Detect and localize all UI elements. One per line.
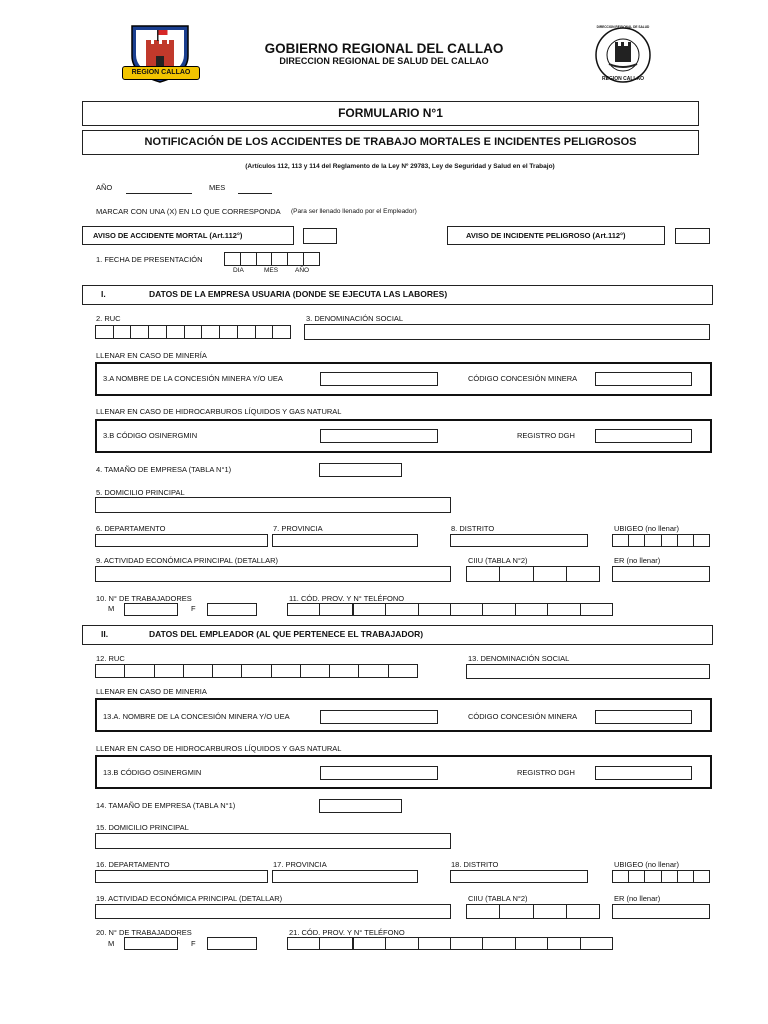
s1-ruc-cells[interactable] [95, 325, 291, 339]
s1-distrito-label: 8. DISTRITO [451, 524, 495, 533]
s1-distrito-field[interactable] [450, 534, 588, 547]
s1-provincia-field[interactable] [272, 534, 418, 547]
aviso-peligroso-label: AVISO DE INCIDENTE PELIGROSO (Art.112°) [466, 231, 626, 240]
s2-provincia-field[interactable] [272, 870, 418, 883]
s2-er-field[interactable] [612, 904, 710, 919]
s1-trabajadores-label: 10. N° DE TRABAJADORES [96, 594, 192, 603]
mark-note: (Para ser llenado llenado por el Empleador) [291, 208, 417, 215]
seal-bottom-text: REGION CALLAO [602, 76, 644, 82]
s1-ciiu-cells[interactable] [466, 566, 600, 582]
s2-domicilio-field[interactable] [95, 833, 451, 849]
aviso-peligroso-box [447, 226, 665, 245]
s1-m-field[interactable] [124, 603, 178, 616]
s1-ruc-label: 2. RUC [96, 314, 121, 323]
s1-departamento-label: 6. DEPARTAMENTO [96, 524, 166, 533]
fecha-cells[interactable] [224, 252, 320, 266]
s1-provincia-label: 7. PROVINCIA [273, 524, 323, 533]
s1-actividad-field[interactable] [95, 566, 451, 582]
form-title [82, 130, 699, 155]
section-2-header [82, 625, 713, 645]
s1-telefono-label: 11. CÓD. PROV. Y N° TELÉFONO [289, 594, 405, 603]
month-label: MES [209, 183, 226, 192]
month-field[interactable] [238, 193, 272, 194]
s1-tamano-field[interactable] [319, 463, 402, 477]
s2-actividad-field[interactable] [95, 904, 451, 919]
fecha-dia: DIA [233, 267, 244, 274]
s1-concesion-field[interactable] [320, 372, 438, 386]
s2-osinergmin-field[interactable] [320, 766, 438, 780]
s1-mineria-box [95, 362, 712, 396]
s1-hidro-label: LLENAR EN CASO DE HIDROCARBUROS LÍQUIDOS Y GAS NATURAL [96, 407, 342, 416]
s2-ruc-label: 12. RUC [96, 654, 125, 663]
s1-tamano-label: 4. TAMAÑO DE EMPRESA (TABLA N°1) [96, 465, 232, 474]
s1-mineria-label: LLENAR EN CASO DE MINERÍA [96, 351, 207, 360]
fecha-label: 1. FECHA DE PRESENTACIÓN [96, 255, 203, 264]
header-title: GOBIERNO REGIONAL DEL CALLAO [264, 41, 504, 56]
s2-codigo-concesion-field[interactable] [595, 710, 692, 724]
s2-ubigeo-label: UBIGEO (no llenar) [614, 860, 680, 869]
s2-hidro-box [95, 755, 712, 789]
aviso-mortal-checkbox[interactable] [303, 228, 337, 244]
s2-telefono-label: 21. CÓD. PROV. Y N° TELÉFONO [289, 928, 405, 937]
year-label: AÑO [96, 183, 113, 192]
s2-m-label: M [108, 939, 115, 948]
section-2-number: II. [101, 629, 109, 639]
s2-distrito-field[interactable] [450, 870, 588, 883]
s1-domicilio-field[interactable] [95, 497, 451, 513]
form-title-text: NOTIFICACIÓN DE LOS ACCIDENTES DE TRABAJO MORTALES E INCIDENTES PELIGROSOS [144, 136, 637, 148]
s2-registro-label: REGISTRO DGH [517, 768, 575, 777]
s1-osinergmin-field[interactable] [320, 429, 438, 443]
fecha-anio: AÑO [295, 267, 310, 274]
header-subtitle: DIRECCION REGIONAL DE SALUD DEL CALLAO [279, 56, 489, 66]
section-1-number: I. [101, 289, 106, 299]
s2-provincia-label: 17. PROVINCIA [273, 860, 327, 869]
s2-denominacion-label: 13. DENOMINACIÓN SOCIAL [468, 654, 570, 663]
s1-f-label: F [191, 604, 196, 613]
s2-registro-field[interactable] [595, 766, 692, 780]
form-number-text: FORMULARIO N°1 [338, 106, 443, 120]
s1-ciiu-label: CIIU (TABLA N°2) [468, 556, 528, 565]
s1-actividad-label: 9. ACTIVIDAD ECONÓMICA PRINCIPAL (DETALLAR) [96, 556, 278, 565]
mark-label: MARCAR CON UNA (X) EN LO QUE CORRESPONDA [96, 207, 281, 216]
s2-tamano-field[interactable] [319, 799, 402, 813]
s1-denominacion-label: 3. DENOMINACIÓN SOCIAL [306, 314, 404, 323]
s2-departamento-field[interactable] [95, 870, 268, 883]
section-2-title: DATOS DEL EMPLEADOR (AL QUE PERTENECE EL TRABAJADOR) [149, 629, 424, 639]
s1-m-label: M [108, 604, 115, 613]
legal-note: (Artículos 112, 113 y 114 del Reglamento de la Ley Nº 29783, Ley de Seguridad y Salud en el Trabajo) [245, 163, 555, 170]
s2-concesion-field[interactable] [320, 710, 438, 724]
s2-mineria-box [95, 698, 712, 732]
s2-mineria-label: LLENAR EN CASO DE MINERIA [96, 687, 207, 696]
s1-ubigeo-label: UBIGEO (no llenar) [614, 524, 680, 533]
s1-f-field[interactable] [207, 603, 257, 616]
s2-osinergmin-label: 13.B CÓDIGO OSINERGMIN [103, 768, 202, 777]
s1-denominacion-field[interactable] [304, 324, 710, 340]
s1-registro-label: REGISTRO DGH [517, 431, 575, 440]
s1-departamento-field[interactable] [95, 534, 268, 547]
s2-hidro-label: LLENAR EN CASO DE HIDROCARBUROS LÍQUIDOS Y GAS NATURAL [96, 744, 342, 753]
s2-distrito-label: 18. DISTRITO [451, 860, 499, 869]
fecha-mes: MES [264, 267, 279, 274]
s1-er-field[interactable] [612, 566, 710, 582]
logo-banner: REGION CALLAO [122, 66, 200, 80]
s2-tamano-label: 14. TAMAÑO DE EMPRESA (TABLA N°1) [96, 801, 236, 810]
year-field[interactable] [126, 193, 192, 194]
s2-denominacion-field[interactable] [466, 664, 710, 679]
s1-registro-field[interactable] [595, 429, 692, 443]
s2-telefono-cells[interactable] [287, 937, 613, 950]
s1-concesion-label: 3.A NOMBRE DE LA CONCESIÓN MINERA Y/O UEA [103, 374, 283, 383]
seal-top-text: DIRECCION REGIONAL DE SALUD [596, 25, 650, 29]
s2-ciiu-label: CIIU (TABLA N°2) [468, 894, 528, 903]
s1-codigo-concesion-field[interactable] [595, 372, 692, 386]
section-1-title: DATOS DE LA EMPRESA USUARIA (DONDE SE EJECUTA LAS LABORES) [149, 289, 448, 299]
s1-hidro-box [95, 419, 712, 453]
s2-f-label: F [191, 939, 196, 948]
s2-trabajadores-label: 20. N° DE TRABAJADORES [96, 928, 192, 937]
diresa-seal-logo [589, 26, 657, 84]
s1-osinergmin-label: 3.B CÓDIGO OSINERGMIN [103, 431, 198, 440]
s2-er-label: ER (no llenar) [614, 894, 661, 903]
form-number [82, 101, 699, 126]
section-1-header [82, 285, 713, 305]
s2-f-field[interactable] [207, 937, 257, 950]
s2-domicilio-label: 15. DOMICILIO PRINCIPAL [96, 823, 189, 832]
aviso-mortal-box [82, 226, 294, 245]
aviso-peligroso-checkbox[interactable] [675, 228, 710, 244]
s2-actividad-label: 19. ACTIVIDAD ECONÓMICA PRINCIPAL (DETALLAR) [96, 894, 283, 903]
s2-concesion-label: 13.A. NOMBRE DE LA CONCESIÓN MINERA Y/O UEA [103, 712, 290, 721]
s2-codigo-concesion-label: CÓDIGO CONCESIÓN MINERA [468, 712, 578, 721]
s2-departamento-label: 16. DEPARTAMENTO [96, 860, 170, 869]
s1-er-label: ER (no llenar) [614, 556, 661, 565]
aviso-mortal-label: AVISO DE ACCIDENTE MORTAL (Art.112°) [93, 231, 243, 240]
s2-ruc-cells[interactable] [95, 664, 418, 678]
s1-telefono-cells[interactable] [287, 603, 613, 616]
s2-ubigeo-cells[interactable] [612, 870, 710, 883]
s1-domicilio-label: 5. DOMICILIO PRINCIPAL [96, 488, 185, 497]
s1-codigo-concesion-label: CÓDIGO CONCESIÓN MINERA [468, 374, 578, 383]
s2-ciiu-cells[interactable] [466, 904, 600, 919]
s2-m-field[interactable] [124, 937, 178, 950]
s1-ubigeo-cells[interactable] [612, 534, 710, 547]
